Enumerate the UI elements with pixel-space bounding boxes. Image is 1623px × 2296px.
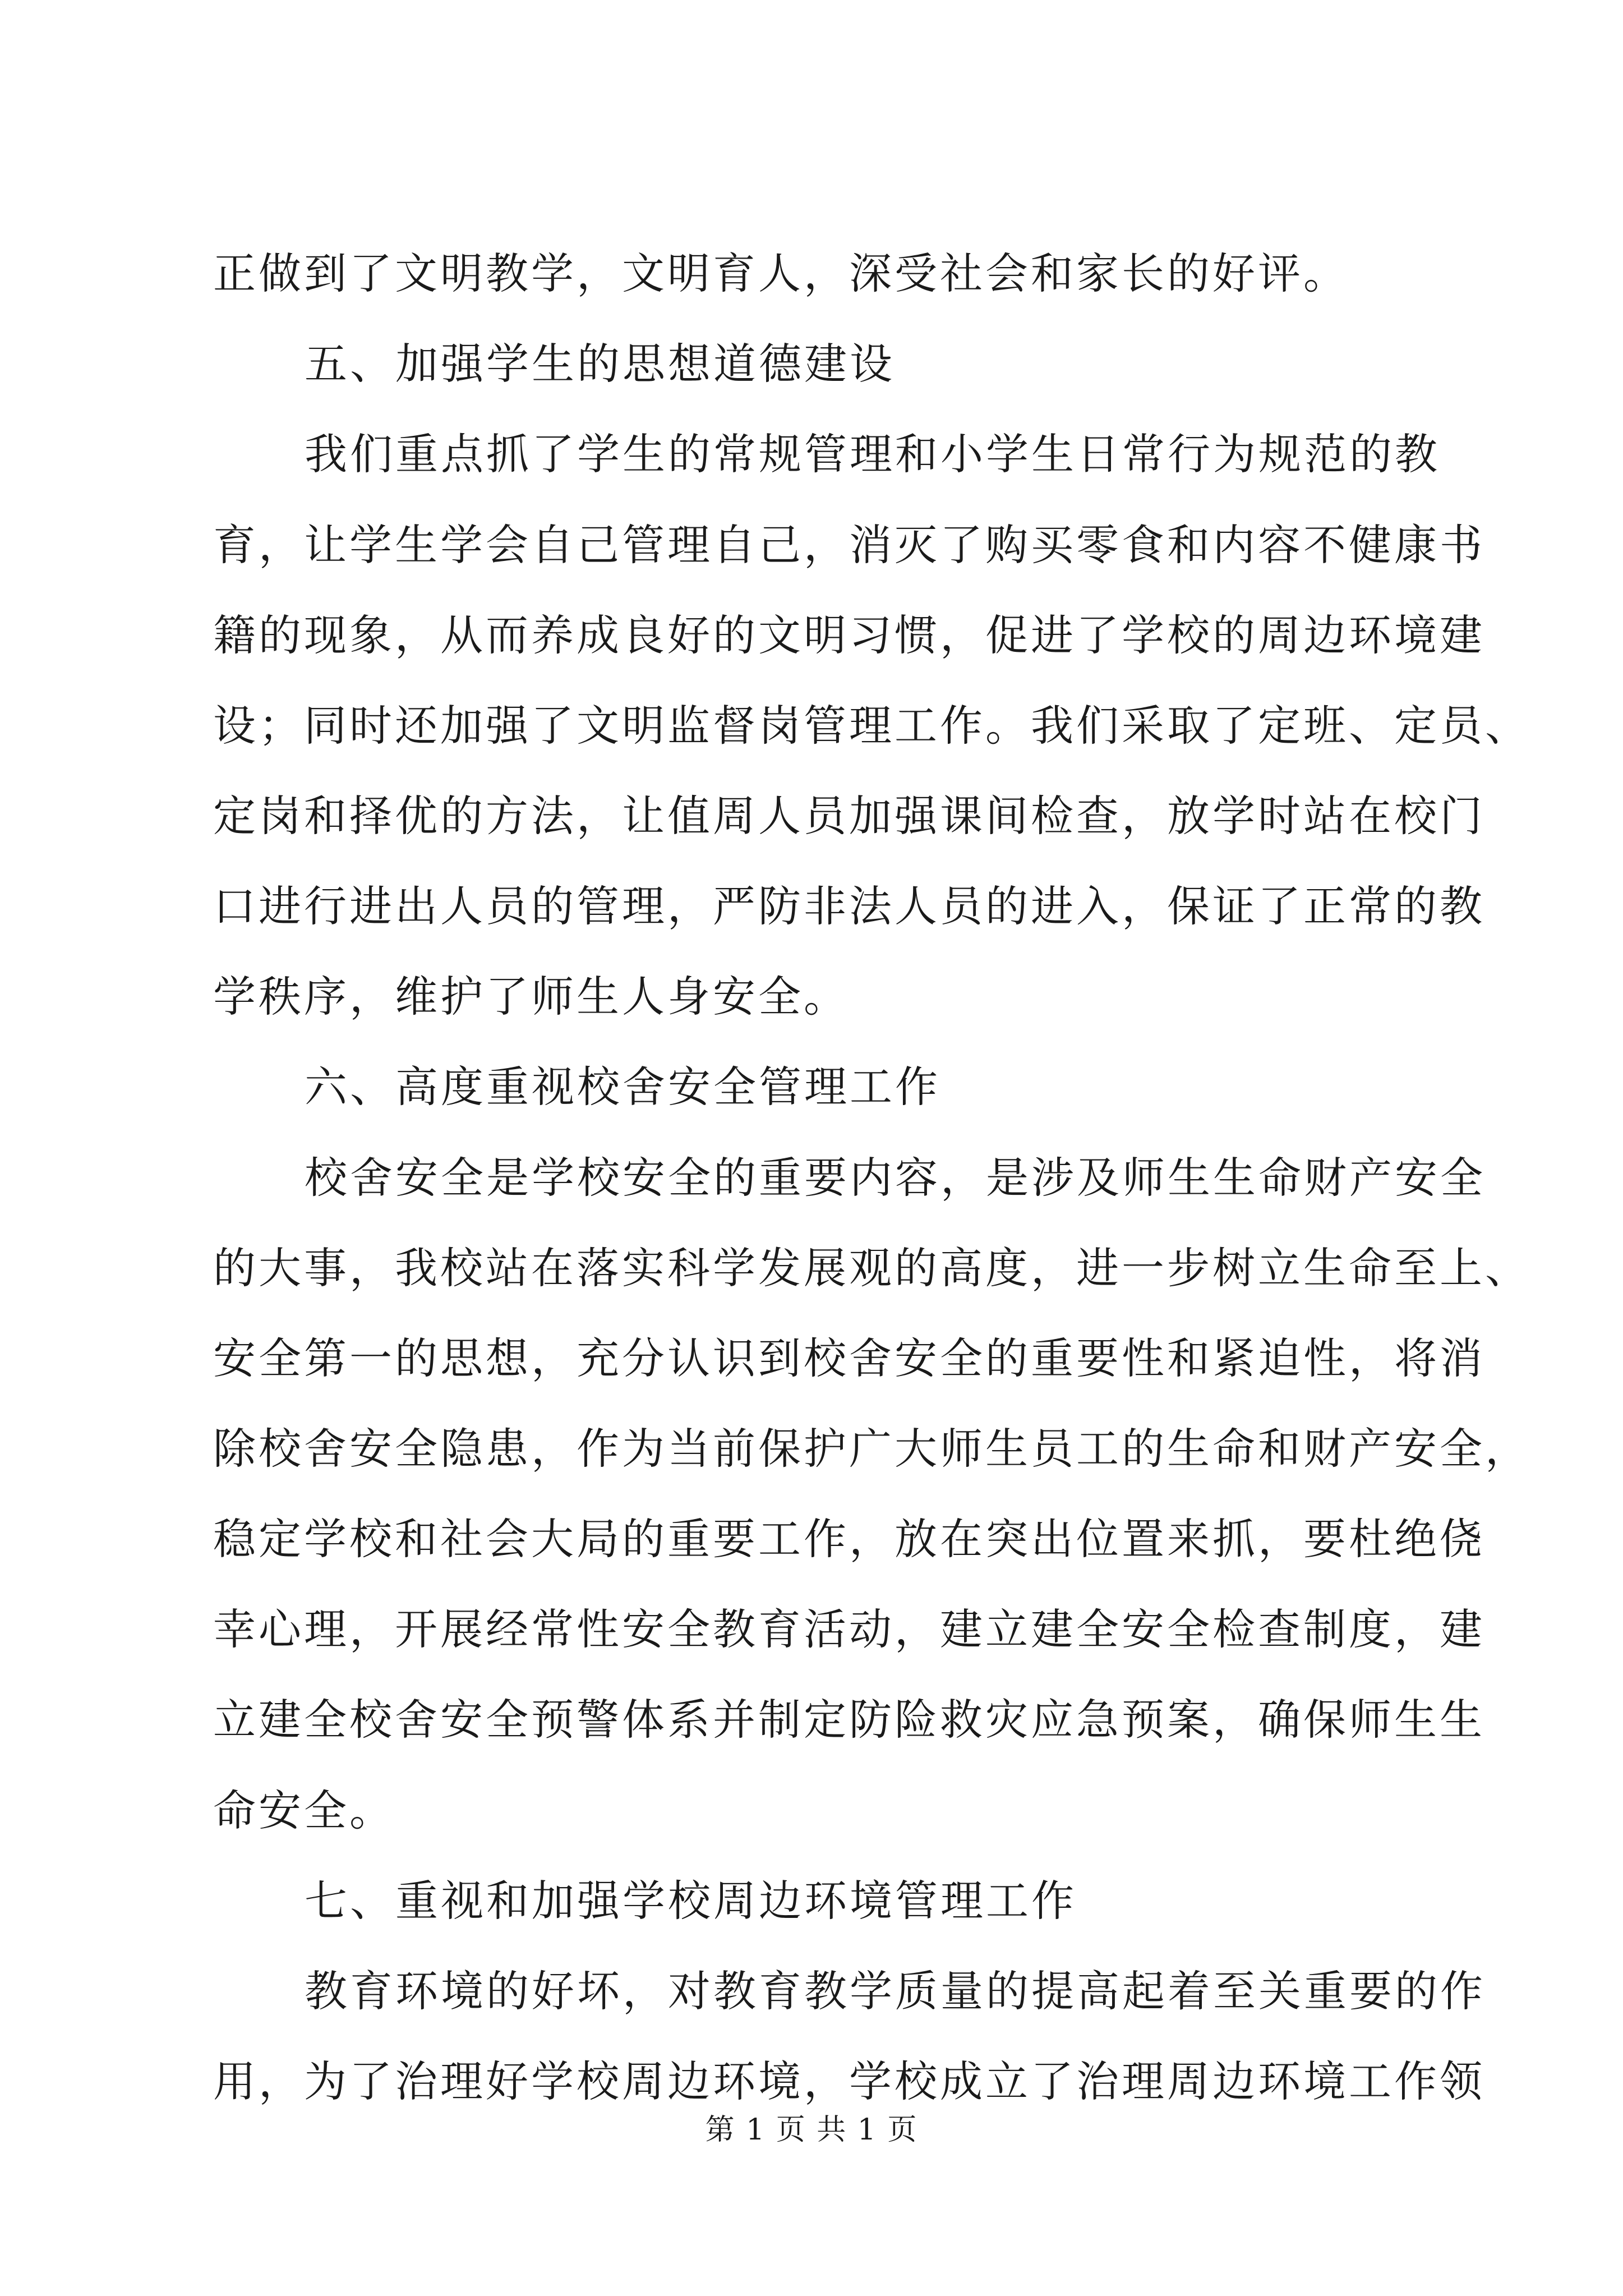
text-line: 定岗和择优的方法，让值周人员加强课间检查，放学时站在校门 <box>213 791 1485 841</box>
text-line: 口进行进出人员的管理，严防非法人员的进入，保证了正常的教 <box>213 881 1485 931</box>
page-footer: 第 1 页 共 1 页 <box>705 2113 918 2147</box>
text-line: 除校舍安全隐患，作为当前保护广大师生员工的生命和财产安全， <box>213 1424 1530 1474</box>
text-line: 学秩序，维护了师生人身安全。 <box>213 972 849 1022</box>
text-line: 籍的现象，从而养成良好的文明习惯，促进了学校的周边环境建 <box>213 610 1485 660</box>
text-line: 校舍安全是学校安全的重要内容，是涉及师生生命财产安全 <box>305 1153 1486 1203</box>
text-line: 的大事，我校站在落实科学发展观的高度，进一步树立生命至上、 <box>213 1243 1530 1293</box>
text-line: 设；同时还加强了文明监督岗管理工作。我们采取了定班、定员、 <box>213 701 1530 751</box>
text-line: 育，让学生学会自己管理自己，消灭了购买零食和内容不健康书 <box>213 520 1485 570</box>
text-line: 立建全校舍安全预警体系并制定防险救灾应急预案，确保师生生 <box>213 1695 1485 1745</box>
text-line: 幸心理，开展经常性安全教育活动，建立建全安全检查制度，建 <box>213 1604 1485 1654</box>
text-line: 用，为了治理好学校周边环境，学校成立了治理周边环境工作领 <box>213 2056 1485 2106</box>
section-heading: 七、重视和加强学校周边环境管理工作 <box>305 1876 1077 1926</box>
text-line: 正做到了文明教学，文明育人，深受社会和家长的好评。 <box>213 249 1349 298</box>
text-line: 我们重点抓了学生的常规管理和小学生日常行为规范的教 <box>305 429 1440 479</box>
section-heading: 六、高度重视校舍安全管理工作 <box>305 1062 940 1112</box>
text-line: 命安全。 <box>213 1786 395 1835</box>
section-heading: 五、加强学生的思想道德建设 <box>305 339 895 389</box>
text-line: 教育环境的好坏，对教育教学质量的提高起着至关重要的作 <box>305 1966 1486 2016</box>
text-line: 安全第一的思想，充分认识到校舍安全的重要性和紧迫性，将消 <box>213 1333 1485 1383</box>
text-line: 稳定学校和社会大局的重要工作，放在突出位置来抓，要杜绝侥 <box>213 1514 1485 1564</box>
